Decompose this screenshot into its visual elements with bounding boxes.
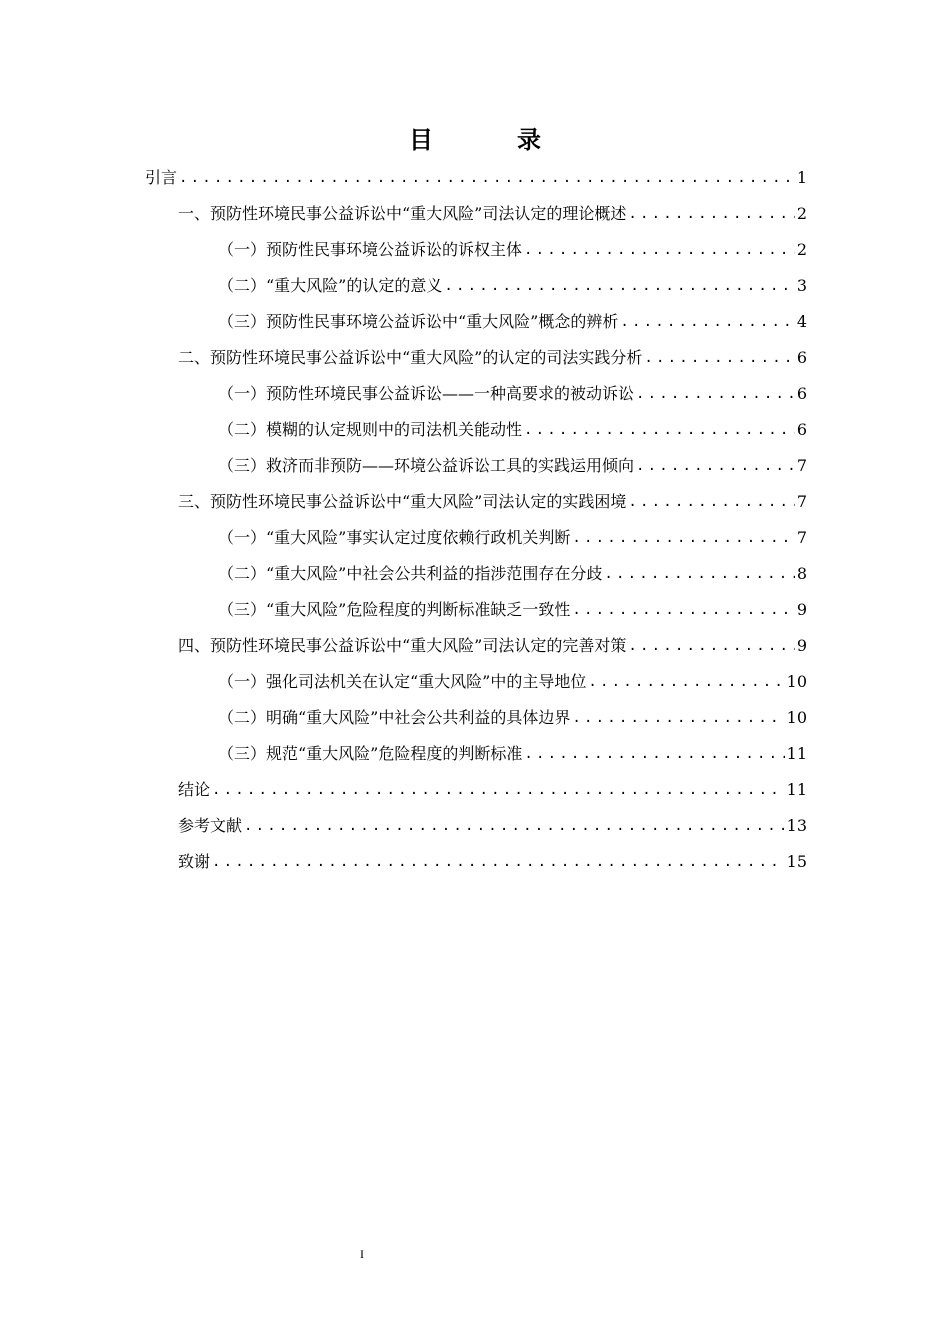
- toc-entry-text: （二）“重大风险”中社会公共利益的指涉范围存在分歧: [218, 564, 603, 583]
- toc-entry-page: 6: [796, 420, 807, 439]
- toc-entry[interactable]: [218, 556, 807, 592]
- toc-entry-page: 2: [796, 204, 807, 223]
- toc-dot-leader: [620, 312, 794, 332]
- toc-entry[interactable]: [218, 520, 807, 556]
- toc-entry[interactable]: [178, 772, 807, 808]
- toc-entry-text: 三、预防性环境民事公益诉讼中“重大风险”司法认定的实践困境: [178, 492, 627, 511]
- toc-entry-text: 参考文献: [178, 816, 243, 835]
- toc-entry-text: 二、预防性环境民事公益诉讼中“重大风险”的认定的司法实践分析: [178, 348, 643, 367]
- toc-entry-page: 7: [796, 492, 807, 511]
- toc-entry-text: （一）预防性民事环境公益诉讼的诉权主体: [218, 240, 523, 259]
- toc-dot-leader: [604, 564, 794, 584]
- toc-entry[interactable]: [218, 376, 807, 412]
- toc-entry[interactable]: [218, 664, 807, 700]
- toc-dot-leader: [179, 168, 795, 188]
- toc-entry-text: （二）明确“重大风险”中社会公共利益的具体边界: [218, 708, 571, 727]
- toc-entry[interactable]: [218, 736, 807, 772]
- toc-dot-leader: [212, 852, 785, 872]
- toc-dot-leader: [444, 276, 794, 296]
- toc-entry[interactable]: [178, 628, 807, 664]
- toc-entry-page: 8: [796, 564, 807, 583]
- toc-entry-text: （二）模糊的认定规则中的司法机关能动性: [218, 420, 523, 439]
- toc-entry-page: 9: [796, 636, 807, 655]
- toc-entry[interactable]: [218, 304, 807, 340]
- toc-entry-page: 4: [796, 312, 807, 331]
- toc-dot-leader: [572, 528, 794, 548]
- toc-dot-leader: [636, 456, 795, 476]
- toc-dot-leader: [572, 600, 794, 620]
- toc-dot-leader: [628, 492, 794, 512]
- toc-dot-leader: [524, 240, 795, 260]
- toc-entry[interactable]: [218, 268, 807, 304]
- toc-entry[interactable]: [178, 808, 807, 844]
- toc-dot-leader: [524, 420, 795, 440]
- toc-entry-page: 11: [786, 780, 807, 799]
- toc-entry-page: 15: [786, 852, 807, 871]
- toc-entry[interactable]: [178, 484, 807, 520]
- toc-list: [0, 160, 950, 880]
- toc-entry-page: 7: [796, 528, 807, 547]
- toc-entry-page: 3: [796, 276, 807, 295]
- toc-entry-text: （一）预防性环境民事公益诉讼——一种高要求的被动诉讼: [218, 384, 635, 403]
- toc-dot-leader: [628, 204, 794, 224]
- toc-dot-leader: [628, 636, 794, 656]
- toc-entry-text: 引言: [145, 168, 178, 187]
- toc-entry-page: 11: [786, 744, 807, 763]
- toc-entry[interactable]: [218, 232, 807, 268]
- toc-entry-page: 7: [796, 456, 807, 475]
- toc-dot-leader: [644, 348, 794, 368]
- toc-dot-leader: [588, 672, 784, 692]
- toc-title: 目 录: [409, 125, 571, 154]
- toc-entry-page: 9: [796, 600, 807, 619]
- toc-entry-text: 致谢: [178, 852, 211, 871]
- toc-entry[interactable]: [218, 592, 807, 628]
- toc-dot-leader: [636, 384, 795, 404]
- toc-entry-text: （三）规范“重大风险”危险程度的判断标准: [218, 744, 523, 763]
- toc-entry-page: 2: [796, 240, 807, 259]
- toc-entry-page: 10: [786, 672, 807, 691]
- toc-entry-text: 四、预防性环境民事公益诉讼中“重大风险”司法认定的完善对策: [178, 636, 627, 655]
- toc-dot-leader: [572, 708, 784, 728]
- toc-entry-text: （三）预防性民事环境公益诉讼中“重大风险”概念的辨析: [218, 312, 619, 331]
- toc-entry-text: 一、预防性环境民事公益诉讼中“重大风险”司法认定的理论概述: [178, 204, 627, 223]
- page-number: I: [360, 1247, 364, 1261]
- toc-entry[interactable]: [218, 700, 807, 736]
- toc-entry-page: 10: [786, 708, 807, 727]
- toc-entry-text: （一）“重大风险”事实认定过度依赖行政机关判断: [218, 528, 571, 547]
- toc-entry[interactable]: [178, 196, 807, 232]
- toc-entry[interactable]: [178, 844, 807, 880]
- toc-dot-leader: [524, 744, 784, 764]
- toc-entry-page: 6: [796, 348, 807, 367]
- toc-entry-text: （三）“重大风险”危险程度的判断标准缺乏一致性: [218, 600, 571, 619]
- toc-entry-text: （三）救济而非预防——环境公益诉讼工具的实践运用倾向: [218, 456, 635, 475]
- toc-entry-text: （一）强化司法机关在认定“重大风险”中的主导地位: [218, 672, 587, 691]
- toc-entry-page: 13: [786, 816, 807, 835]
- toc-entry-page: 1: [796, 168, 807, 187]
- toc-entry[interactable]: [218, 448, 807, 484]
- toc-dot-leader: [244, 816, 785, 836]
- toc-entry[interactable]: [145, 160, 807, 196]
- toc-entry[interactable]: [178, 340, 807, 376]
- toc-entry-page: 6: [796, 384, 807, 403]
- toc-entry-text: 结论: [178, 780, 211, 799]
- toc-dot-leader: [212, 780, 785, 800]
- toc-entry[interactable]: [218, 412, 807, 448]
- toc-entry-text: （二）“重大风险”的认定的意义: [218, 276, 443, 295]
